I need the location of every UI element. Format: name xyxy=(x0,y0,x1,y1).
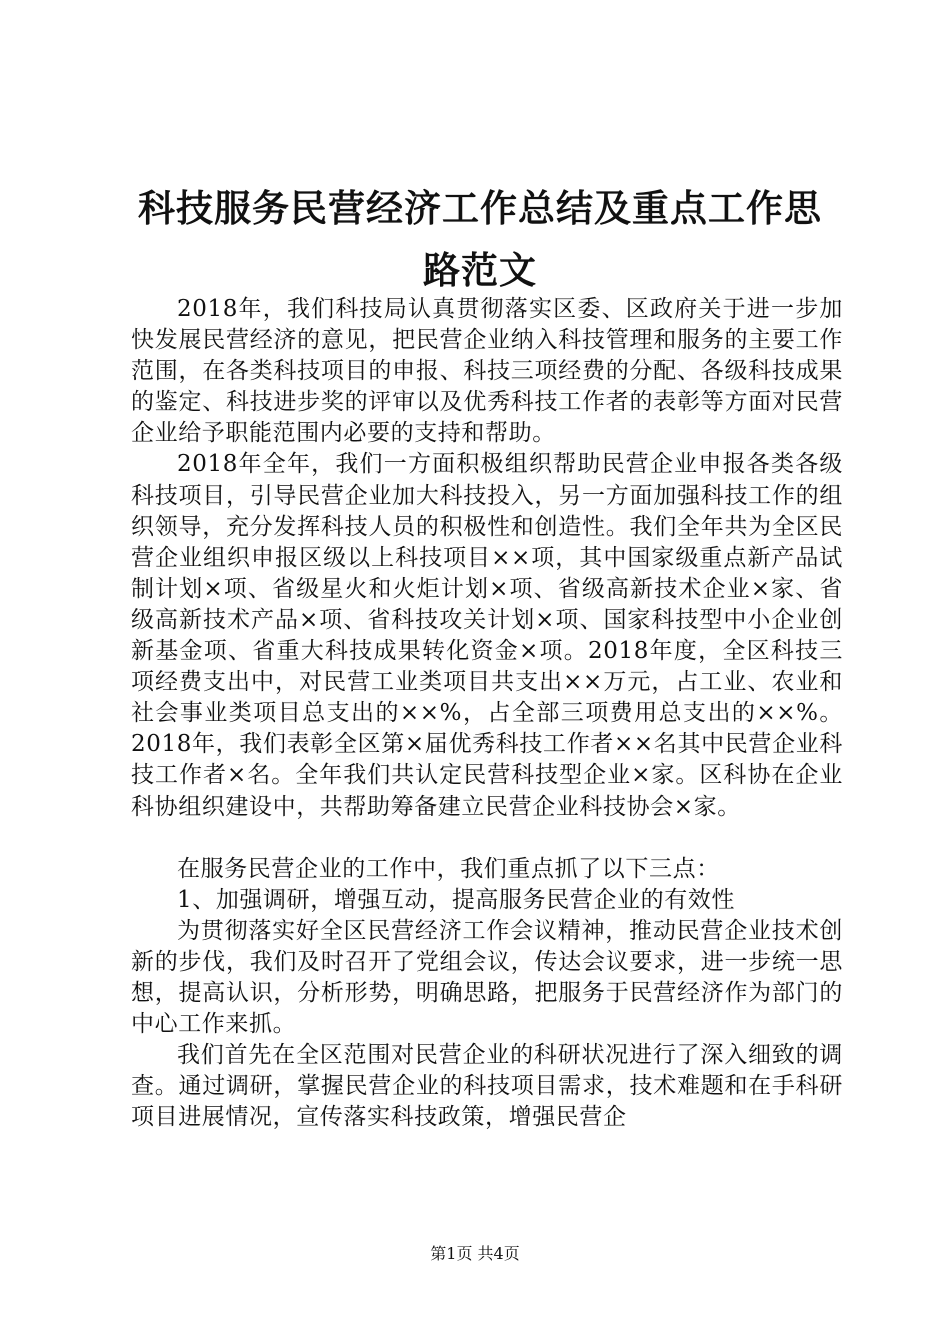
document-body xyxy=(131,294,843,1133)
paragraph-3: 在服务民营企业的工作中，我们重点抓了以下三点： xyxy=(177,855,720,882)
document-title: 科技服务民营经济工作总结及重点工作思路范文 xyxy=(138,187,822,292)
section-heading-1: 1、加强调研，增强互动，提高服务民营企业的有效性 xyxy=(177,886,736,913)
page-number-footer: 第1页 共4页 xyxy=(430,1244,520,1263)
paragraph-5: 我们首先在全区范围对民营企业的科研状况进行了深入细致的调查。通过调研，掌握民营企业的科技项目需求，技术难题和在手科研项目进展情况，宣传落实科技政策，增强民营企 xyxy=(131,1042,843,1131)
paragraph-2: 2018年全年，我们一方面积极组织帮助民营企业申报各类各级科技项目，引导民营企业加大科技投入，另一方面加强科技工作的组织领导，充分发挥科技人员的积极性和创造性。我们全年共为全区民营企业组织申报区级以上科技项目××项，其中国家级重点新产品试制计划×项、省级星火和火炬计划×项、省级高新技术企业×家、省级高新技术产品×项、省科技攻关计划×项、国家科技型中小企业创新基金项、省重大科技成果转化资金×项。2018年度，全区科技三项经费支出中，对民营工业类项目共支出××万元，占工业、农业和社会事业类项目总支出的××%，占全部三项费用总支出的××%。2018年，我们表彰全区第×届优秀科技工作者××名其中民营企业科技工作者×名。全年我们共认定民营科技型企业×家。区科协在企业科协组织建设中，共帮助筹备建立民营企业科技协会×家。 xyxy=(131,451,843,820)
paragraph-1: 2018年，我们科技局认真贯彻落实区委、区政府关于进一步加快发展民营经济的意见，把民营企业纳入科技管理和服务的主要工作范围，在各类科技项目的申报、科技三项经费的分配、各级科技成果的鉴定、科技进步奖的评审以及优秀科技工作者的表彰等方面对民营企业给予职能范围内必要的支持和帮助。 xyxy=(131,296,843,447)
paragraph-4: 为贯彻落实好全区民营经济工作会议精神，推动民营企业技术创新的步伐，我们及时召开了党组会议，传达会议要求，进一步统一思想，提高认识，分析形势，明确思路，把服务于民营经济作为部门的中心工作来抓。 xyxy=(131,917,843,1038)
